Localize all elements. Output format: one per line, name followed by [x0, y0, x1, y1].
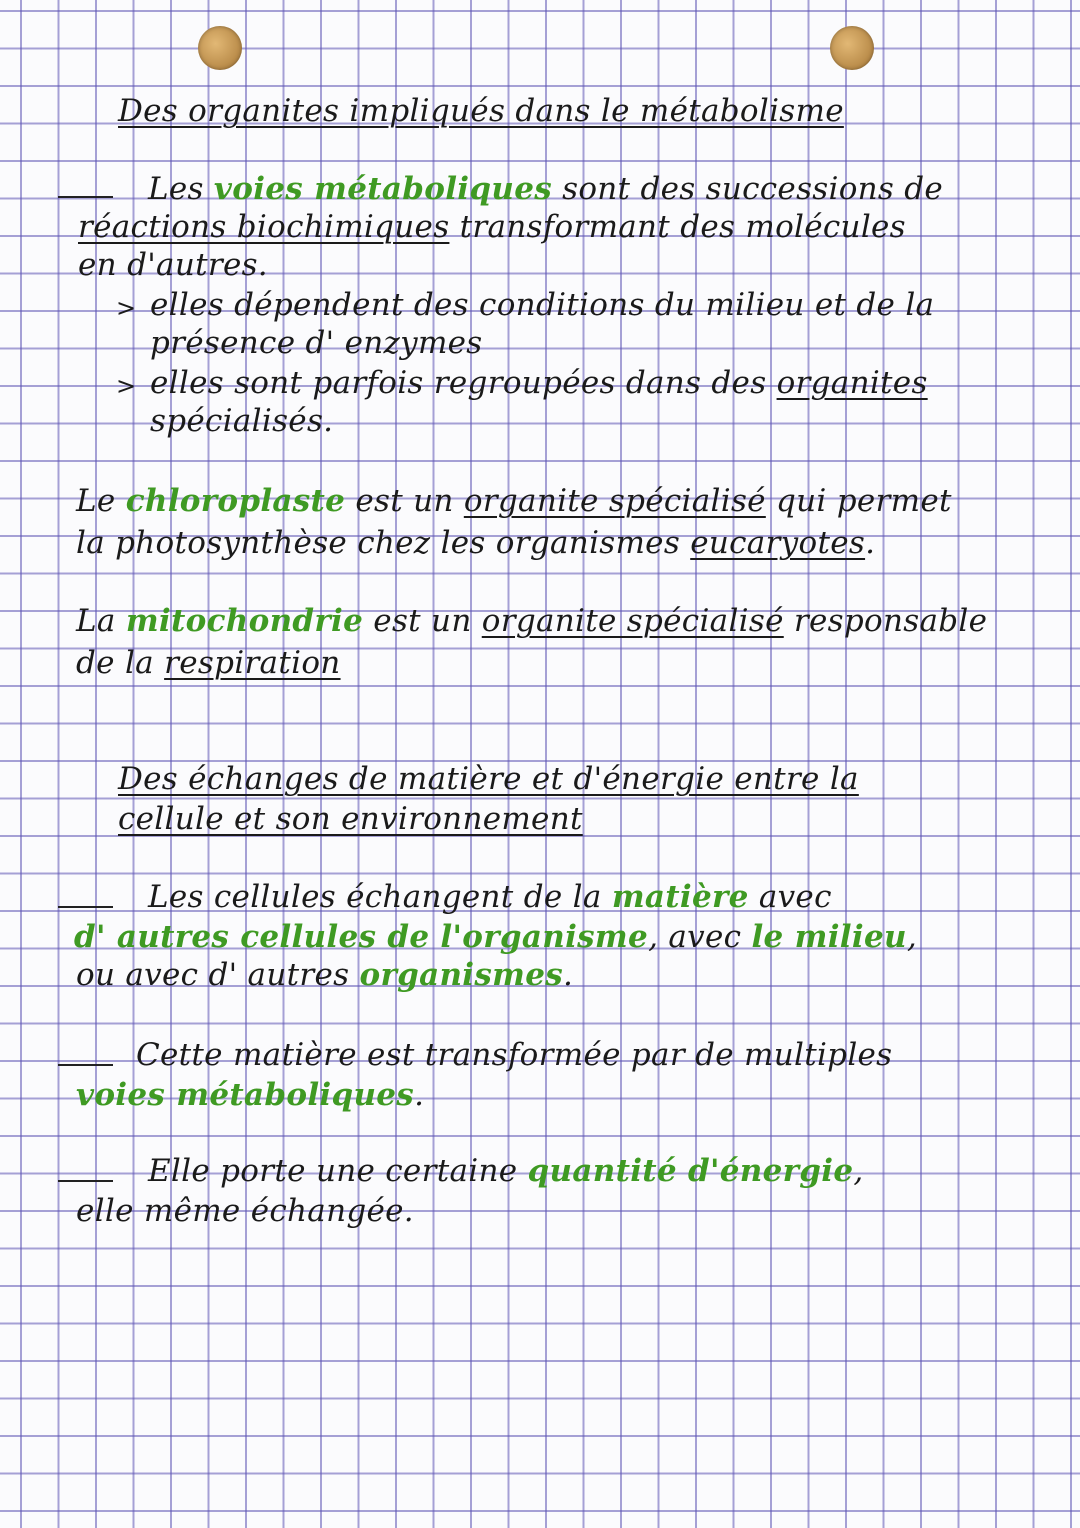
underlined-organite-specialise: organite spécialisé	[463, 483, 766, 519]
text: .	[563, 957, 574, 993]
underlined-reactions: réactions biochimiques	[78, 209, 450, 245]
paragraph-dash	[58, 906, 113, 908]
highlight-organismes: organismes	[359, 957, 564, 993]
energy-line-1	[148, 1152, 864, 1190]
binder-hole-right	[830, 26, 874, 70]
text: la photosynthèse chez les organismes	[76, 525, 691, 561]
mitochondria-line-2	[76, 644, 341, 682]
text: avec	[748, 879, 832, 915]
text: Elle porte une certaine	[148, 1153, 528, 1189]
highlight-mitochondrie: mitochondrie	[125, 603, 364, 639]
text: , avec	[648, 919, 752, 955]
bullet-1-line-1: elles dépendent des conditions du milieu et de la	[150, 287, 935, 323]
text: transformant des molécules	[449, 209, 906, 245]
section-title-metabolism: Des organites impliqués dans le métabolisme	[118, 93, 844, 129]
text: qui permet	[765, 483, 952, 519]
underlined-organite-specialise: organite spécialisé	[481, 603, 784, 639]
text: sont des successions de	[551, 171, 944, 207]
metabolic-pathways-line-1	[148, 170, 943, 208]
paragraph-dash	[58, 196, 113, 198]
text: de la	[76, 645, 165, 681]
exchange-line-3	[76, 956, 573, 994]
exchange-line-2	[74, 918, 917, 956]
highlight-chloroplaste: chloroplaste	[125, 483, 346, 519]
underlined-eucaryotes: eucaryotes	[690, 525, 866, 561]
metabolic-pathways-line-3: en d'autres.	[78, 247, 268, 283]
text: .	[865, 525, 876, 561]
text: responsable	[783, 603, 988, 639]
text: ou avec d' autres	[76, 957, 360, 993]
text: est un	[345, 483, 464, 519]
highlight-voies-metaboliques: voies métaboliques	[213, 171, 552, 207]
text: Les	[148, 171, 214, 207]
bullet-marker: >	[116, 294, 137, 322]
text: Les cellules échangent de la	[148, 879, 612, 915]
text: Le	[76, 483, 126, 519]
mitochondria-line-1	[76, 602, 987, 640]
text: est un	[363, 603, 482, 639]
highlight-matiere: matière	[611, 879, 749, 915]
text: La	[76, 603, 126, 639]
bullet-marker: >	[116, 372, 137, 400]
transform-line-2	[76, 1076, 424, 1114]
metabolic-pathways-line-2	[78, 208, 906, 246]
highlight-autres-cellules: d' autres cellules de l'organisme	[74, 919, 649, 955]
section-title-exchanges-line-1: Des échanges de matière et d'énergie entre la	[118, 761, 859, 797]
text: elles sont parfois regroupées dans des	[150, 365, 777, 401]
chloroplast-line-1	[76, 482, 952, 520]
paragraph-dash	[58, 1180, 113, 1182]
energy-line-2: elle même échangée.	[76, 1193, 414, 1229]
chloroplast-line-2	[76, 524, 875, 562]
highlight-quantite-energie: quantité d'énergie	[527, 1153, 854, 1189]
bullet-1-line-2: présence d' enzymes	[150, 325, 483, 361]
transform-line-1: Cette matière est transformée par de multiples	[136, 1037, 893, 1073]
bullet-2-line-1	[150, 364, 928, 402]
text: ,	[853, 1153, 864, 1189]
text: .	[414, 1077, 425, 1113]
binder-hole-left	[198, 26, 242, 70]
exchange-line-1	[148, 878, 832, 916]
paragraph-dash	[58, 1064, 113, 1066]
section-title-exchanges-line-2: cellule et son environnement	[118, 801, 583, 837]
text: ,	[906, 919, 917, 955]
highlight-voies-metaboliques: voies métaboliques	[76, 1077, 415, 1113]
underlined-organites: organites	[776, 365, 928, 401]
bullet-2-line-2: spécialisés.	[150, 403, 334, 439]
underlined-respiration: respiration	[164, 645, 341, 681]
highlight-le-milieu: le milieu	[751, 919, 907, 955]
